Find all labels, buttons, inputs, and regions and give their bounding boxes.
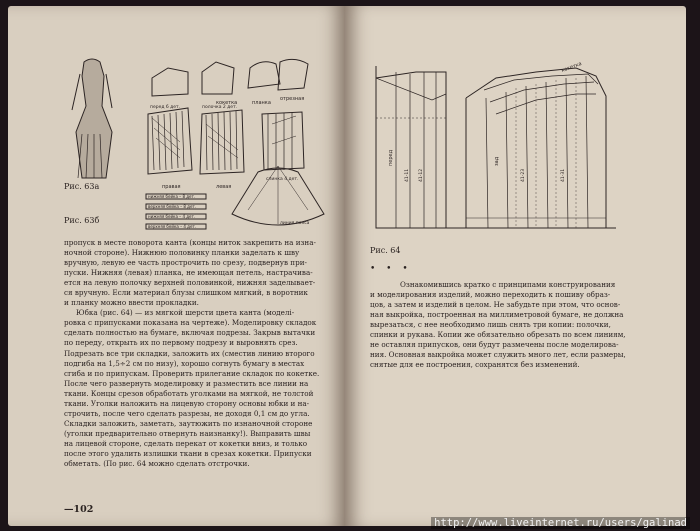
watermark-url: http://www.liveinternet.ru/users/galinad <box>431 517 690 529</box>
text-line: пропуск в месте поворота канта (концы ниток закрепить на изна- <box>64 238 316 247</box>
text-line: снятые для ее построения, сохранятся без изменений. <box>370 360 580 370</box>
text-line: ется на левую полочку верхней половинкой, нижняя заделывает- <box>64 278 316 288</box>
text-line: ся вручную. Если материал блузы слишком мягкий, в воротник <box>64 288 308 298</box>
figure-label-3: 41-11 <box>405 168 410 182</box>
figure-caption-64: Рис. 64 <box>370 246 401 255</box>
text-line: и планку можно ввести прокладки. <box>64 298 199 308</box>
figure-label-1: левая <box>216 184 232 190</box>
figure-label-4: 41-12 <box>419 168 424 182</box>
figure-label-1: зад <box>494 156 500 166</box>
text-line: ровка с припусками показана на чертеже). Моделировку складок <box>64 318 317 328</box>
figure-label-5: перед 6 дет. <box>150 105 181 110</box>
left-page <box>8 6 344 526</box>
right-body-text <box>370 280 660 370</box>
figure-64-pattern-draft <box>366 58 646 236</box>
figure-label-0: правая <box>162 184 181 190</box>
figure-label-10: верхняя бейка – 8 дет. <box>148 204 197 209</box>
text-line: ночной стороне). Нижнюю половинку планки заделать к шву <box>64 248 300 258</box>
right-page <box>344 6 686 526</box>
text-line: Складки заложить, заметать, заутюжить по изнаночной стороне <box>64 418 313 428</box>
text-line: цов, а затем и изделий в целом. Не забудьте при этом, что основ- <box>370 300 621 310</box>
text-line: Юбка (рис. 64) — из мягкой шерсти цвета канта (моделі- <box>76 308 295 318</box>
text-line: Ознакомившись кратко с принципами конструирования <box>400 280 616 289</box>
figure-label-2: кокетка <box>560 61 583 74</box>
text-line: (уголки предварительно отвернуть наизнанку!). Выправить швы <box>64 428 311 438</box>
text-line: сгиба и по припускам. Проверить прилегание складок по кокетке. <box>64 368 320 378</box>
text-line: не оставляя припусков, они будут размечены после моделирова- <box>370 340 619 350</box>
text-line: на лицевой стороне, сделать перекат от кокетки вниз, и только <box>64 438 308 448</box>
figure-label-3: планка <box>252 100 271 106</box>
text-line: вручную, левую ее часть прострочить по срезу, подвернув при- <box>64 258 307 268</box>
text-line: ткани. Уголки наложить на лицевую сторону основы юбки и на- <box>64 398 310 408</box>
figure-label-6: 41-31 <box>561 168 566 182</box>
section-marker: • • • <box>370 264 412 274</box>
figure-label-5: 41-23 <box>521 168 526 182</box>
figure-63a-illustration <box>66 54 336 232</box>
figure-label-9: нижняя бейка – 8 дет. <box>148 194 196 199</box>
figure-label-11: нижняя бейка – 4 дет. <box>148 214 196 219</box>
text-line: После чего развернуть моделировку и разместить все линии на <box>64 378 309 388</box>
text-line: ния. Основная выкройка может служить много лет, если размеры, <box>370 350 626 360</box>
text-line: и моделирования изделий, можно переходить к пошиву образ- <box>370 290 611 300</box>
figure-label-12: верхняя бейка – 4 дет. <box>148 224 197 229</box>
text-line: Подрезать все три складки, заложить их (сместив линию второго <box>64 348 315 358</box>
figure-label-2: кокетка <box>216 100 238 106</box>
figure-caption-63a: Рис. 63а <box>64 182 100 191</box>
figure-label-7: полочка 2 дет. <box>202 105 238 110</box>
figure-label-6: спинка 4 дет. <box>266 177 299 182</box>
text-line: вырезаться, с нее необходимо лишь снять три копии: полочки, <box>370 320 611 330</box>
text-line: сделать полностью на бумаге, включая подрезы. Закрыв вытачки <box>64 328 316 338</box>
text-line: строчить, после чего сделать разрезы, не доходя 0,1 см до угла. <box>64 408 310 418</box>
text-line: обметать. (По рис. 64 можно сделать отстрочки. <box>64 459 250 469</box>
text-line: ная выкройка, построенная на миллиметровой бумаге, не должна <box>370 310 624 320</box>
text-line: спинки и рукава. Копии же обязательно обрезать по всем линиям, <box>370 330 626 340</box>
left-body-text <box>64 238 336 469</box>
figure-label-8: линия пояса <box>280 221 310 226</box>
text-line: после этого удалить излишки ткани в срезах кокетки. Припуски <box>64 448 312 458</box>
figure-label-4: отрезная <box>280 96 305 102</box>
text-line: ткани. Концы срезов обработать уголками на мягкой, не толстой <box>64 388 314 398</box>
text-line: подгиба на 1,5÷2 см по низу), хорошо согнуть бумагу в местах <box>64 358 305 368</box>
text-line: по переду, открыть их по первому подрезу и выровнять срез. <box>64 338 298 348</box>
text-line: пуски. Нижняя (левая) планка, не имеющая петель, настрачива- <box>64 268 313 278</box>
figure-label-0: перед <box>388 149 394 166</box>
figure-caption-63b: Рис. 63б <box>64 216 100 225</box>
page-number: —102 <box>64 504 94 515</box>
